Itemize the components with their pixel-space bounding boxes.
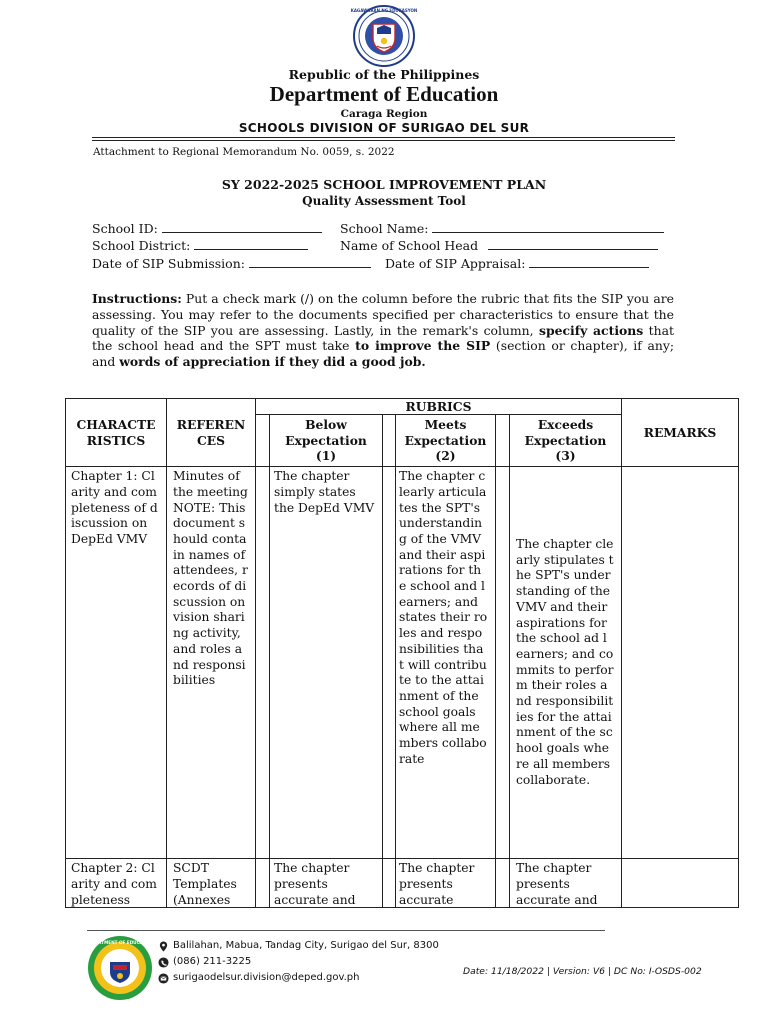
header-divider-thin (92, 140, 675, 141)
row-reference: Minutes of the meeting NOTE: This document should contain names of attendees, records of discussion on vision sharing activity, and roles and responsibilities (167, 467, 256, 859)
school-id-blank[interactable] (162, 221, 322, 233)
school-name-field[interactable] (340, 221, 664, 236)
instructions-bold-1: specify actions (538, 322, 644, 338)
footer-address: Balilahan, Mabua, Tandag City, Surigao del Sur, 8300 (173, 940, 439, 951)
row-remarks[interactable] (622, 859, 739, 908)
instructions-text-2: that the school head and the SPT must take (92, 322, 675, 354)
header-characteristics: CHARACTE RISTICS (66, 399, 167, 467)
sip-submission-blank[interactable] (249, 256, 371, 268)
department-title: Department of Education (269, 82, 499, 106)
row-exceeds: The chapter clearly stipulates the SPT's understanding of the VMV and their aspirations for the school ad learners; and commits to perform their roles and responsibilities for the attainment of the school goals where all members collaborate. (510, 467, 622, 859)
header-references: REFEREN CES (167, 399, 256, 467)
school-id-label: School ID: (92, 221, 158, 236)
instructions-label: Instructions: (92, 291, 182, 306)
school-head-field[interactable] (340, 238, 658, 253)
header-below: Below Expectation (1) (270, 415, 383, 467)
republic-label: Republic of the Philippines (288, 67, 480, 82)
sip-appraisal-field[interactable] (385, 256, 649, 271)
document-subtitle: Quality Assessment Tool (302, 194, 466, 208)
instructions-text-3: (section or chapter), if any; and (92, 338, 674, 370)
instructions-text-1: Put a check mark (/) on the column before the rubric that fits the SIP you are assessing. You may refer to the documents specified per characteristics to ensure that the quality of the SIP you are assessing. Lastly, in the remark's column, (92, 291, 674, 338)
deped-seal-icon (344, 4, 424, 68)
footer-contact (158, 938, 439, 986)
sip-appraisal-blank[interactable] (529, 256, 649, 268)
school-district-label: School District: (92, 238, 191, 253)
row-characteristic: Chapter 1: Clarity and completeness of discussion on DepEd VMV (66, 467, 167, 859)
footer-email-line (158, 970, 439, 986)
row-meets: The chapter presents accurate (396, 859, 496, 908)
location-icon (158, 941, 169, 952)
school-district-field[interactable] (92, 238, 308, 253)
document-title: SY 2022-2025 SCHOOL IMPROVEMENT PLAN (221, 177, 547, 192)
school-name-label: School Name: (340, 221, 429, 236)
check-cell[interactable] (256, 415, 270, 467)
rubric-table (65, 398, 739, 908)
email-icon (158, 973, 169, 984)
check-cell[interactable] (383, 415, 396, 467)
school-id-field[interactable] (92, 221, 322, 236)
footer-divider (87, 930, 605, 931)
check-cell[interactable] (496, 467, 510, 859)
document-control-info: Date: 11/18/2022 | Version: V6 | DC No: I-OSDS-002 (463, 966, 702, 977)
row-below: The chapter presents accurate and (270, 859, 383, 908)
division-label: SCHOOLS DIVISION OF SURIGAO DEL SUR (238, 121, 530, 135)
svg-text:DEPARTMENT OF EDUCATION: DEPARTMENT OF EDUCATION (86, 940, 154, 945)
row-reference: SCDT Templates (Annexes (167, 859, 256, 908)
division-logo-icon (86, 934, 154, 1002)
header-rubrics: RUBRICS (256, 399, 622, 415)
header-divider (92, 137, 675, 138)
table-row (66, 859, 739, 908)
school-head-blank[interactable] (488, 238, 658, 250)
svg-text:KAGAWARAN NG EDUKASYON: KAGAWARAN NG EDUKASYON (350, 8, 418, 13)
row-meets: The chapter clearly articulates the SPT's understanding of the VMV and their aspirations for the school and learners; and states their roles and responsibilities that will contribute to the attainment of the school goals where all members collaborate (396, 467, 496, 859)
check-cell[interactable] (256, 467, 270, 859)
sip-submission-field[interactable] (92, 256, 371, 271)
row-below: The chapter simply states the DepEd VMV (270, 467, 383, 859)
footer-address-line (158, 938, 439, 954)
attachment-note: Attachment to Regional Memorandum No. 0059, s. 2022 (93, 146, 395, 158)
header-exceeds: Exceeds Expectation (3) (510, 415, 622, 467)
footer-phone-line (158, 954, 439, 970)
row-remarks[interactable] (622, 467, 739, 859)
instructions-bold-3: words of appreciation if they did a good job. (119, 354, 426, 370)
school-name-blank[interactable] (432, 221, 664, 233)
region-label: Caraga Region (340, 108, 428, 120)
check-cell[interactable] (383, 467, 396, 859)
row-characteristic: Chapter 2: Clarity and completeness (66, 859, 167, 908)
sip-appraisal-label: Date of SIP Appraisal: (385, 256, 526, 271)
school-head-label: Name of School Head (340, 238, 479, 253)
row-exceeds: The chapter presents accurate and (510, 859, 622, 908)
table-row (66, 467, 739, 859)
sip-submission-label: Date of SIP Submission: (92, 256, 245, 271)
check-cell[interactable] (256, 859, 270, 908)
header-meets: Meets Expectation (2) (396, 415, 496, 467)
instructions (92, 291, 674, 370)
school-district-blank[interactable] (194, 238, 308, 250)
header-remarks: REMARKS (622, 399, 739, 467)
check-cell[interactable] (496, 415, 510, 467)
check-cell[interactable] (383, 859, 396, 908)
check-cell[interactable] (496, 859, 510, 908)
footer-phone[interactable]: (086) 211-3225 (173, 956, 252, 967)
footer-email[interactable]: surigaodelsur.division@deped.gov.ph (173, 972, 360, 983)
phone-icon (158, 957, 169, 968)
instructions-bold-2: to improve the SIP (355, 338, 491, 354)
